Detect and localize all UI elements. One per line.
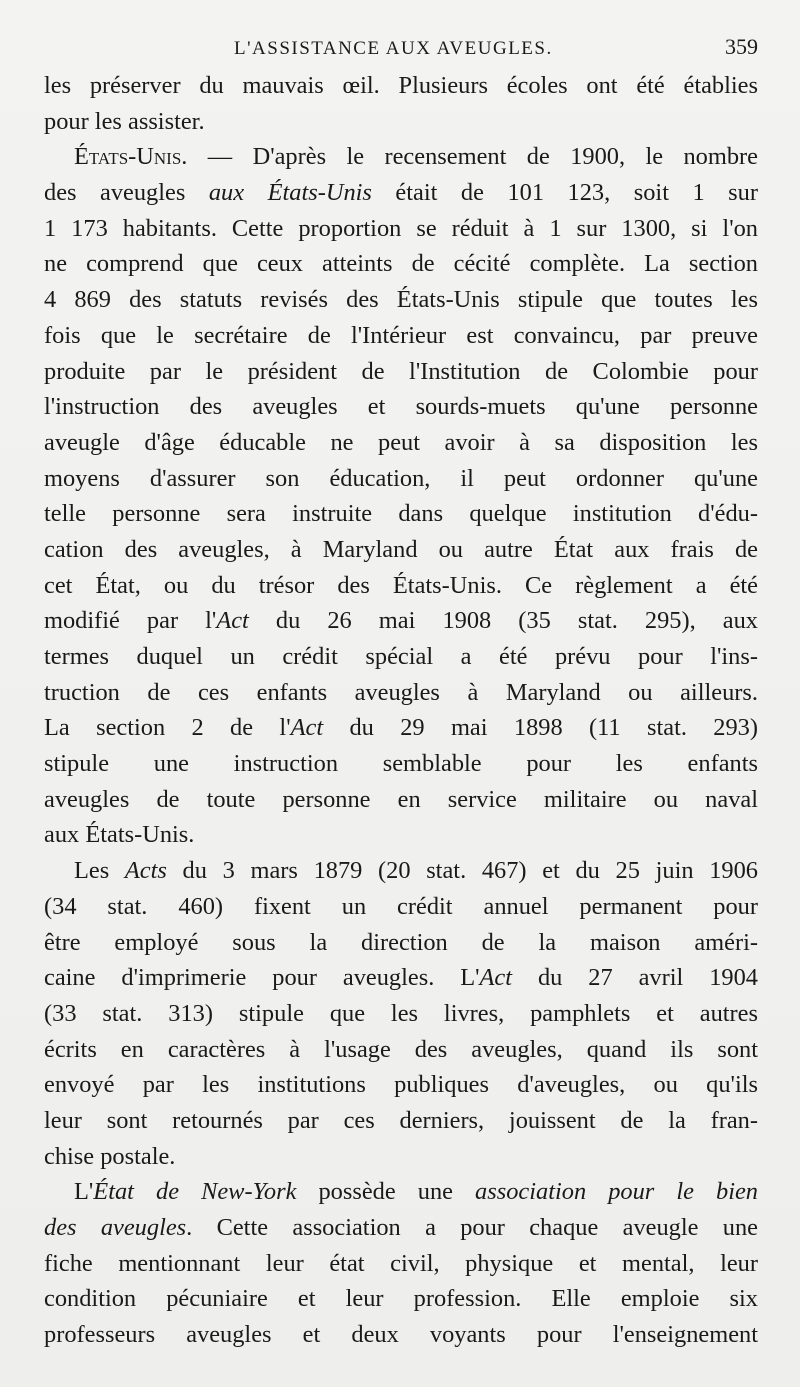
text-line: Les Acts du 3 mars 1879 (20 stat. 467) et du 25 juin 1906 xyxy=(74,857,758,885)
text-line: (33 stat. 313) stipule que les livres, pamphlets et autres xyxy=(44,999,758,1027)
page-number: 359 xyxy=(725,34,758,59)
text-line: cation des aveugles, à Maryland ou autre État aux frais de xyxy=(44,535,758,563)
text-line: stipule une instruction semblable pour les enfants xyxy=(44,750,758,778)
text-line: modifié par l'Act du 26 mai 1908 (35 stat. 295), aux xyxy=(44,607,758,635)
text-line: envoyé par les institutions publiques d'aveugles, ou qu'ils xyxy=(44,1071,758,1099)
text-line: (34 stat. 460) fixent un crédit annuel permanent pour xyxy=(44,892,758,920)
text-line: les préserver du mauvais œil. Plusieurs écoles ont été établies xyxy=(44,72,758,99)
text-line: fiche mentionnant leur état civil, physique et mental, leur xyxy=(44,1249,758,1277)
text-line: des aveugles. Cette association a pour chaque aveugle une xyxy=(44,1214,758,1241)
text-line: moyens d'assurer son éducation, il peut ordonner qu'une xyxy=(44,464,758,492)
text-line: caine d'imprimerie pour aveugles. L'Act du 27 avril 1904 xyxy=(44,964,758,992)
text-line: aveugle d'âge éducable ne peut avoir à sa disposition les xyxy=(44,428,758,456)
text-line: États-Unis. — D'après le recensement de 1900, le nombre xyxy=(74,143,758,171)
text-line: aveugles de toute personne en service militaire ou naval xyxy=(44,785,758,813)
text-line: termes duquel un crédit spécial a été prévu pour l'ins- xyxy=(44,643,758,670)
text-line: chise postale. xyxy=(44,1142,176,1170)
text-line: l'instruction des aveugles et sourds-muets qu'une personne xyxy=(44,393,758,421)
text-line: fois que le secrétaire de l'Intérieur est convaincu, par preuve xyxy=(44,321,758,349)
text-line: produite par le président de l'Institution de Colombie pour xyxy=(44,357,758,385)
text-line: être employé sous la direction de la maison améri- xyxy=(44,928,758,956)
text-line: ne comprend que ceux atteints de cécité complète. La section xyxy=(44,250,758,278)
text-line: condition pécuniaire et leur profession. Elle emploie six xyxy=(44,1285,758,1313)
running-head xyxy=(44,28,758,68)
text-line: pour les assister. xyxy=(44,107,205,135)
body-text xyxy=(44,68,758,1353)
text-line: aux États-Unis. xyxy=(44,821,195,849)
text-line: telle personne sera instruite dans quelque institution d'édu- xyxy=(44,500,758,528)
text-line: cet État, ou du trésor des États-Unis. Ce règlement a été xyxy=(44,571,758,599)
text-line: truction de ces enfants aveugles à Maryland ou ailleurs. xyxy=(44,678,758,706)
text-line: écrits en caractères à l'usage des aveugles, quand ils sont xyxy=(44,1035,758,1063)
text-line: professeurs aveugles et deux voyants pour l'enseignement xyxy=(44,1321,758,1349)
text-line: 4 869 des statuts revisés des États-Unis stipule que toutes les xyxy=(44,286,758,314)
text-line: des aveugles aux États-Unis était de 101 123, soit 1 sur xyxy=(44,179,758,207)
text-line: L'État de New-York possède une association pour le bien xyxy=(74,1178,758,1206)
text-line: leur sont retournés par ces derniers, jouissent de la fran- xyxy=(44,1106,758,1134)
text-line: 1 173 habitants. Cette proportion se réduit à 1 sur 1300, si l'on xyxy=(44,214,758,242)
running-title: L'ASSISTANCE AUX AVEUGLES. xyxy=(234,38,553,59)
text-line: La section 2 de l'Act du 29 mai 1898 (11 stat. 293) xyxy=(44,714,758,742)
